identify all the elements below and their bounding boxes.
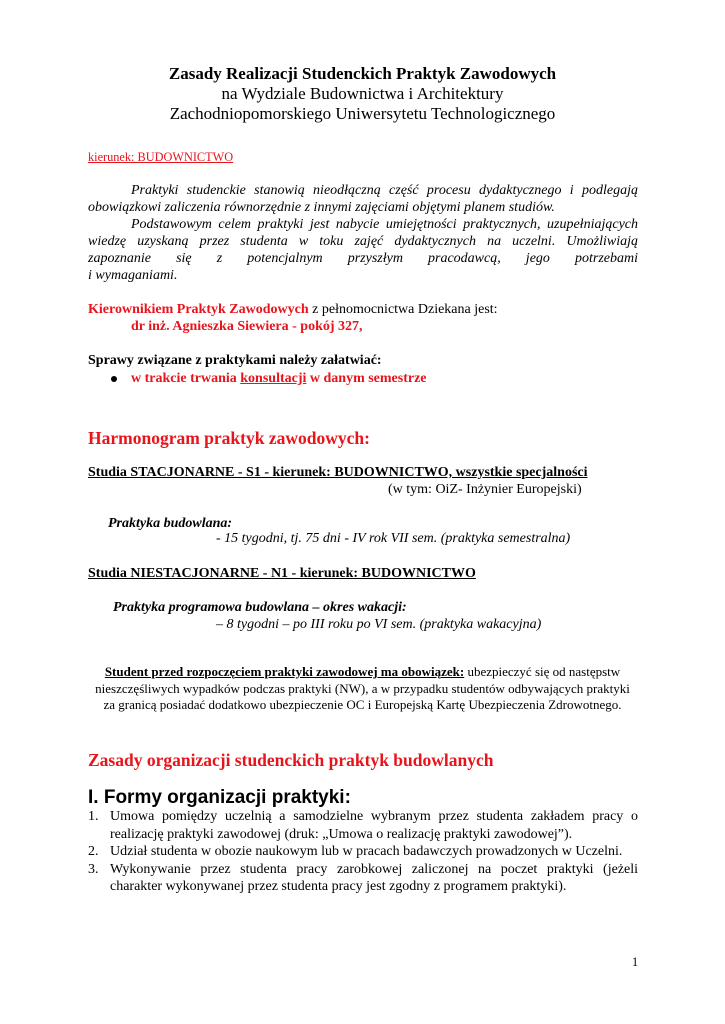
praktyka-budowlana-detail: - 15 tygodni, tj. 75 dni - IV rok VII sem. (praktyka semestralna) [216,531,571,546]
bullet-post: w danym semestrze [306,371,427,386]
kierownik-label: Kierownikiem Praktyk Zawodowych [88,302,309,317]
ubezpieczenie-line1-rest: ubezpieczyć się od następstw [464,664,621,679]
praktyka-budowlana-label: Praktyka budowlana: [108,516,233,531]
page-number: 1 [632,955,639,969]
intro-p2-line1: Podstawowym celem praktyki jest nabycie umiejętności praktycznych, uzupełniających [131,217,638,232]
praktyka-programowa-detail: – 8 tygodni – po III roku po VI sem. (praktyka wakacyjna) [216,617,542,632]
subtitle-faculty: na Wydziale Budownictwa i Architektury [221,84,504,103]
stacjonarne-note: (w tym: OiZ- Inżynier Europejski) [388,482,582,497]
harmonogram-heading: Harmonogram praktyk zawodowych: [88,428,370,448]
kierownik-line [88,302,498,318]
list-item [88,808,638,843]
ubezpieczenie-line3: za granicą posiadać dodatkowo ubezpieczenie OC i Europejską Kartę Ubezpieczenia Zdrowotnego. [103,697,622,712]
list-item-number: 1. [88,809,99,824]
list-item-number: 3. [88,861,99,877]
list-item-number: 2. [88,844,99,859]
subtitle-university: Zachodniopomorskiego Uniwersytetu Technologicznego [169,104,556,123]
formy-list [88,808,638,896]
list-item-text: Umowa pomiędzy uczelnią a samodzielne wybranym przez studenta zakładem pracy o realizację praktyki zawodowej (druk: „Umowa o realizację praktyki zawodowej”). [110,809,638,842]
list-item-text: Wykonywanie przez studenta pracy zarobkowej zaliczonej na poczet praktyki (jeżeli charakter wykonywanej przez studenta pracy jest zgodny z programem praktyki). [110,861,638,894]
bullet-pre: w trakcie trwania [131,371,241,386]
praktyka-programowa-label: Praktyka programowa budowlana – okres wakacji: [113,600,407,615]
list-item [88,861,638,896]
intro-p2-line4: i wymaganiami. [88,268,178,283]
intro-p2-line2: wiedzę uzyskaną przez studenta w toku zajęć dydaktycznych na uczelni. Umożliwiają [88,234,638,249]
intro-p2-line3: zapoznanie się z potencjalnym przyszłym pracodawcą, jego potrzebami [88,251,638,266]
niestacjonarne-heading: Studia NIESTACJONARNE - N1 - kierunek: BUDOWNICTWO [88,566,476,581]
kierownik-name: dr inż. Agnieszka Siewiera - pokój 327, [131,319,363,334]
ubezpieczenie-lead: Student przed rozpoczęciem praktyki zawodowej ma obowiązek: [104,664,465,679]
stacjonarne-heading: Studia STACJONARNE - S1 - kierunek: BUDOWNICTWO, wszystkie specjalności [88,465,588,480]
ubezpieczenie-line2: nieszczęśliwych wypadków podczas praktyki (NW), a w przypadku studentów odbywających praktyki [95,681,630,696]
sprawy-bullet [111,371,427,387]
ubezpieczenie-line1 [0,664,725,680]
intro-p1-line2: obowiązkowi zaliczenia równorzędnie z innymi zajęciami objętymi planem studiów. [88,200,555,215]
list-item-text: Udział studenta w obozie naukowym lub w pracach badawczych prowadzonych w Uczelni. [110,844,623,859]
kierunek-label: kierunek: BUDOWNICTWO [88,150,234,164]
list-item [88,843,638,861]
document-title: Zasady Realizacji Studenckich Praktyk Zawodowych [168,64,557,83]
sprawy-heading: Sprawy związane z praktykami należy załatwiać: [88,353,382,368]
intro-p1-line1: Praktyki studenckie stanowią nieodłączną część procesu dydaktycznego i podlegają [131,183,638,198]
konsultacje-link[interactable]: konsultacji [240,371,307,386]
zasady-heading: Zasady organizacji studenckich praktyk budowlanych [88,750,494,770]
bullet-icon [111,376,117,382]
kierownik-rest: z pełnomocnictwa Dziekana jest: [308,302,498,317]
formy-heading: I. Formy organizacji praktyki: [88,787,351,808]
